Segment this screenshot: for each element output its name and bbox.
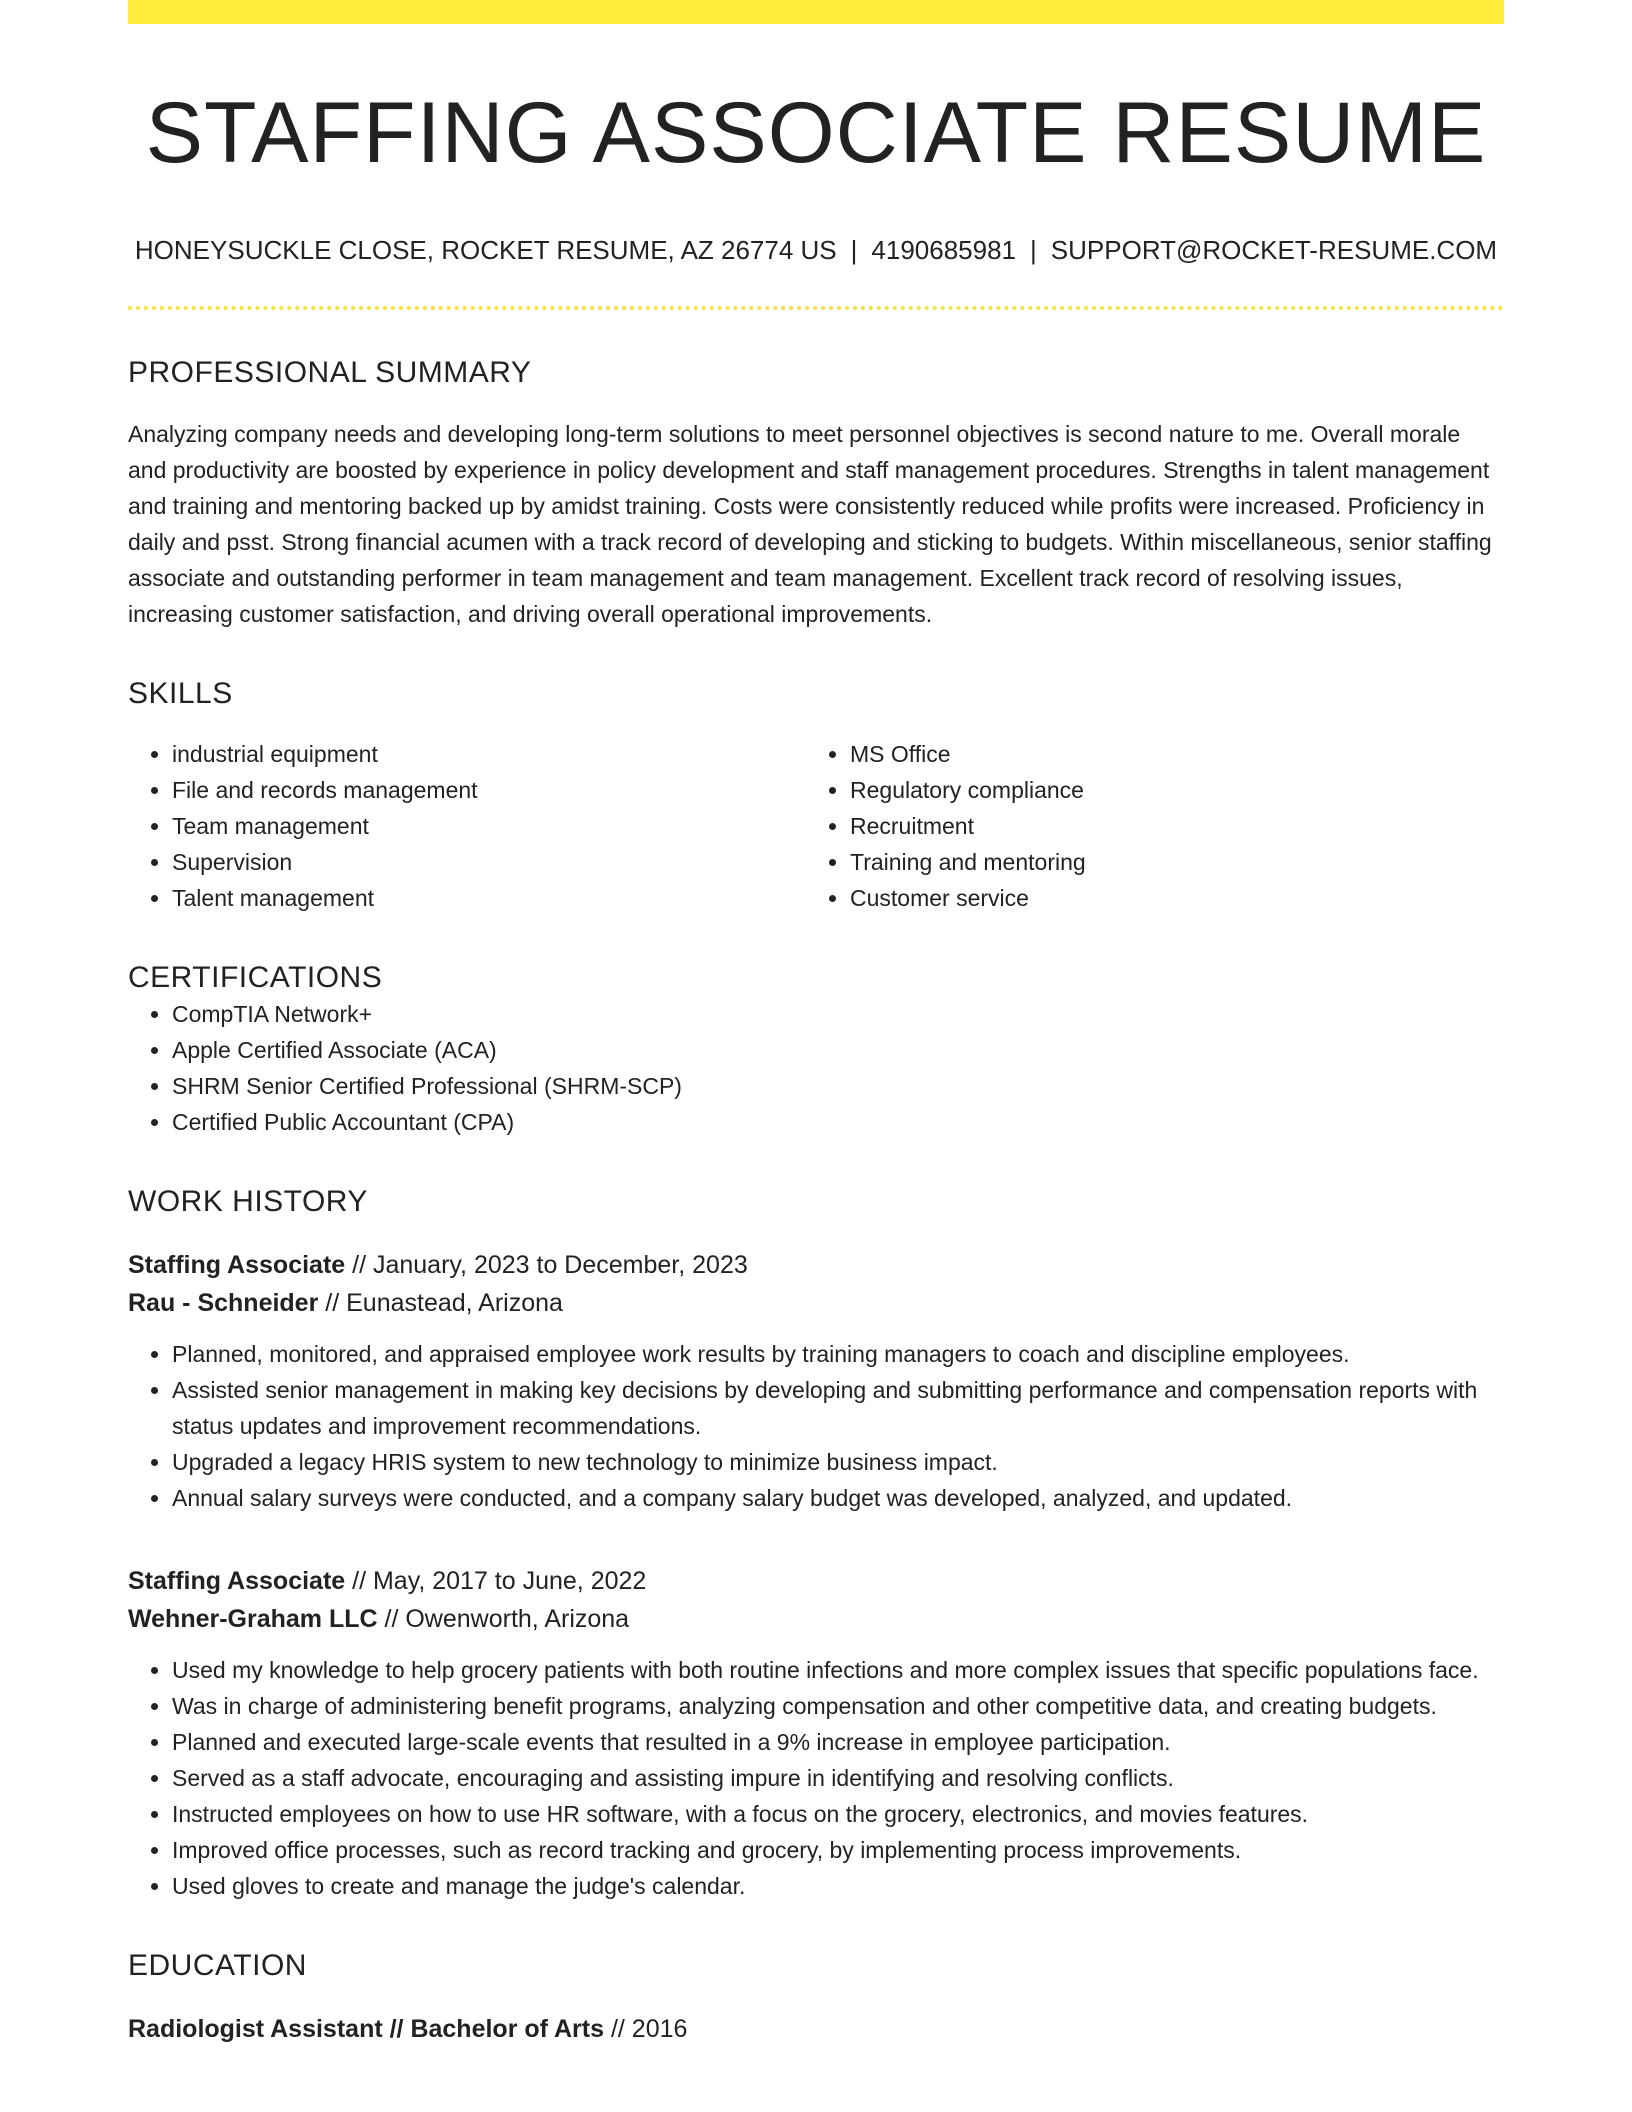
skill-item: • Training and mentoring [850,844,1484,880]
job-role: Staffing Associate [128,1251,346,1280]
contact-phone: 4190685981 [871,234,1017,265]
job-bullet: • Served as a staff advocate, encouraging and assisting impure in identifying and resolving conflicts. [172,1760,1504,1796]
resume-title: STAFFING ASSOCIATE RESUME [145,85,1487,181]
education-entry [128,2010,1504,2048]
skills-columns [128,736,1504,916]
job-bullets [128,1336,1504,1516]
contact-email: SUPPORT@ROCKET-RESUME.COM [1050,234,1498,265]
skill-item: • MS Office [850,736,1484,772]
skills-list-right [806,736,1484,916]
job-bullets [128,1652,1504,1904]
job-dates: // January, 2023 to December, 2023 [345,1251,748,1280]
job-dates: // May, 2017 to June, 2022 [345,1567,647,1596]
certification-item: • SHRM Senior Certified Professional (SHRM-SCP) [172,1068,1504,1104]
job-bullet: • Planned and executed large-scale events that resulted in a 9% increase in employee participation. [172,1724,1504,1760]
job-bullet: • Upgraded a legacy HRIS system to new technology to minimize business impact. [172,1444,1504,1480]
job-bullet: • Assisted senior management in making key decisions by developing and submitting performance and compensation reports with status updates and improvement recommendations. [172,1372,1504,1444]
summary-text: Analyzing company needs and developing long-term solutions to meet personnel objectives is second nature to me. Overall morale and productivity are boosted by experience in policy development and staff management procedures. Strengths in talent management and training and mentoring backed up by amidst training. Costs were consistently reduced while profits were increased. Proficiency in daily and psst. Strong financial acumen with a track record of developing and sticking to budgets. Within miscellaneous, senior staffing associate and outstanding performer in team management and team management. Excellent track record of resolving issues, increasing customer satisfaction, and driving overall operational improvements. [128,421,1492,628]
job-company-line [128,1600,1504,1638]
certifications-heading: CERTIFICATIONS [128,961,383,995]
job-bullet: • Annual salary surveys were conducted, and a company salary budget was developed, analyzed, and updated. [172,1480,1504,1516]
dotted-divider [128,306,1504,310]
skill-item: • Talent management [172,880,806,916]
skill-item: • Recruitment [850,808,1484,844]
certifications-list [128,996,1504,1140]
skills-right-column [806,736,1484,916]
job-bullet: • Planned, monitored, and appraised employee work results by training managers to coach and discipline employees. [172,1336,1504,1372]
job-role-line [128,1246,1504,1284]
summary-heading: PROFESSIONAL SUMMARY [128,356,532,390]
education-degree: Radiologist Assistant // Bachelor of Arts [128,2015,605,2044]
contact-address: HONEYSUCKLE CLOSE, ROCKET RESUME, AZ 26774 US [134,234,837,265]
skill-item: • Supervision [172,844,806,880]
skill-item: • Team management [172,808,806,844]
job-role: Staffing Associate [128,1567,346,1596]
skill-item: • Regulatory compliance [850,772,1484,808]
job-entry [128,1562,1504,1904]
job-company-line [128,1284,1504,1322]
top-accent-bar [128,0,1504,24]
job-bullet: • Used gloves to create and manage the judge's calendar. [172,1868,1504,1904]
job-bullet: • Used my knowledge to help grocery patients with both routine infections and more complex issues that specific populations face. [172,1652,1504,1688]
certification-item: • Certified Public Accountant (CPA) [172,1104,1504,1140]
skills-heading: SKILLS [128,677,233,711]
job-company: Wehner-Graham LLC [128,1605,378,1634]
skill-item: • industrial equipment [172,736,806,772]
contact-line [128,235,1504,266]
job-location: // Eunastead, Arizona [318,1289,563,1318]
job-bullet: • Was in charge of administering benefit programs, analyzing compensation and other competitive data, and creating budgets. [172,1688,1504,1724]
job-role-line [128,1562,1504,1600]
work-history-heading: WORK HISTORY [128,1185,368,1219]
contact-separator: | [1030,234,1037,265]
certification-item: • CompTIA Network+ [172,996,1504,1032]
job-bullet: • Instructed employees on how to use HR software, with a focus on the grocery, electronics, and movies features. [172,1796,1504,1832]
skills-list-left [128,736,806,916]
skill-item: • Customer service [850,880,1484,916]
job-company: Rau - Schneider [128,1289,319,1318]
skill-item: • File and records management [172,772,806,808]
skills-left-column [128,736,806,916]
certification-item: • Apple Certified Associate (ACA) [172,1032,1504,1068]
job-bullet: • Improved office processes, such as record tracking and grocery, by implementing process improvements. [172,1832,1504,1868]
education-heading: EDUCATION [128,1949,307,1983]
contact-separator: | [850,234,858,265]
job-location: // Owenworth, Arizona [377,1605,630,1634]
job-entry [128,1246,1504,1516]
resume-page [128,0,1504,2048]
education-year: // 2016 [604,2015,688,2044]
